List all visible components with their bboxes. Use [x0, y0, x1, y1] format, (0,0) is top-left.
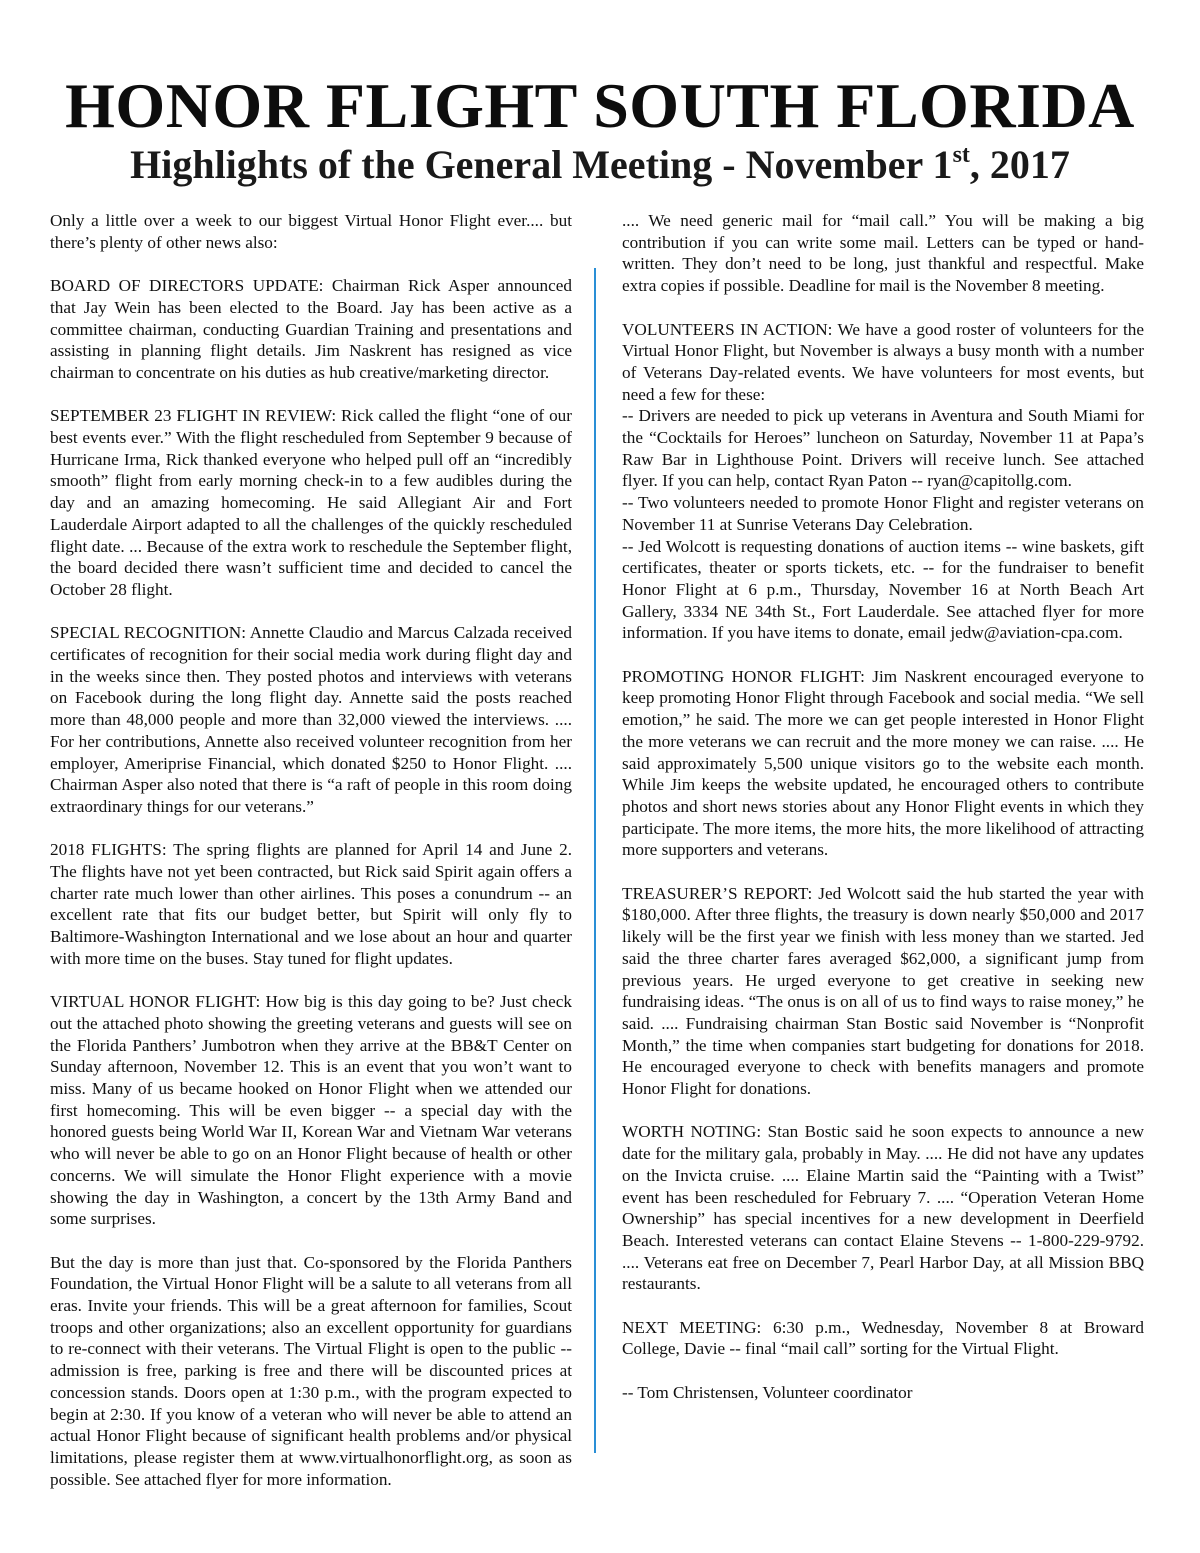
column-divider — [594, 268, 596, 1453]
treasurer-paragraph: TREASURER’S REPORT: Jed Wolcott said the hub started the year with $180,000. After three flights, the treasury is down nearly $50,000 and 2017 likely will be the first year we finish with less money than we started. Jed said the three charter fares averaged $62,000, a significant jump from previous years. He urged everyone to get creative in seeking new fundraising ideas. “The onus is on all of us to find ways to raise money,” he said. .... Fundraising chairman Stan Bostic said November is “Nonprofit Month,” the time when companies start budgeting for donations for 2018. He encouraged everyone to check with benefits managers and promote Honor Flight for donations. — [622, 883, 1144, 1099]
special-recognition-paragraph: SPECIAL RECOGNITION: Annette Claudio and Marcus Calzada received certificates of recognition for their social media work during flight day and in the weeks since then. They posted photos and interviews with veterans on Facebook during the long flight day. Annette said the posts reached more than 48,000 people and more than 32,000 viewed the interviews. .... For her contributions, Annette also received volunteer recognition from her employer, Ameriprise Financial, which donated $250 to Honor Flight. .... Chairman Asper also noted that there is “a raft of people in this room doing extraordinary things for our veterans.” — [50, 623, 572, 816]
subtitle-main: Highlights of the General Meeting - November 1 — [130, 142, 953, 187]
volunteer-item-drivers: -- Drivers are needed to pick up veterans in Aventura and South Miami for the “Cocktails for Heroes” luncheon on Saturday, November 11 at Papa’s Raw Bar in Lighthouse Point. Drivers will receive lunch. See attached flyer. If you can help, contact Ryan Paton -- ryan@capitollg.com. — [622, 406, 1144, 491]
left-column — [50, 210, 572, 1512]
promoting-paragraph: PROMOTING HONOR FLIGHT: Jim Naskrent encouraged everyone to keep promoting Honor Flight through Facebook and social media. “We sell emotion,” he said. The more we can get people interested in Honor Flight the more veterans we can recruit and the more money we can raise. .... He said approximately 5,500 unique visitors go to the website each month. While Jim keeps the website updated, he encouraged others to contribute photos and short news stories about any Honor Flight events in which they participate. The more items, the more hits, the more likelihood of attracting more supporters and veterans. — [622, 666, 1144, 860]
right-column — [622, 210, 1144, 1425]
page-subtitle — [0, 140, 1200, 190]
worth-noting-paragraph: WORTH NOTING: Stan Bostic said he soon expects to announce a new date for the military gala, probably in May. .... He did not have any updates on the Invicta cruise. .... Elaine Martin said the “Painting with a Twist” event has been rescheduled for February 7. .... “Operation Veteran Home Ownership” has special incentives for a new development in Deerfield Beach. Interested veterans can contact Elaine Stevens -- 1-800-229-9792. .... Veterans eat free on December 7, Pearl Harbor Day, at all Mission BBQ restaurants. — [622, 1122, 1144, 1294]
next-meeting-paragraph: NEXT MEETING: 6:30 p.m., Wednesday, November 8 at Broward College, Davie -- final “mail call” sorting for the Virtual Flight. — [622, 1317, 1144, 1359]
intro-paragraph: Only a little over a week to our biggest Virtual Honor Flight ever.... but there’s plenty of other news also: — [50, 211, 572, 252]
virtual-flight-details-paragraph: But the day is more than just that. Co-sponsored by the Florida Panthers Foundation, the Virtual Honor Flight will be a salute to all veterans from all eras. Invite your friends. This will be a great afternoon for families, Scout troops and other organizations; also an excellent opportunity for guardians to re-connect with their veterans. The Virtual Flight is open to the public -- admission is free, parking is free and there will be discounted prices at concession stands. Doors open at 1:30 p.m., with the program expected to begin at 2:30. If you know of a veteran who will never be able to attend an actual Honor Flight because of significant health problems and/or physical limitations, please register them at www.virtualhonorflight.org, as soon as possible. See attached flyer for more information. — [50, 1252, 572, 1489]
page-title: HONOR FLIGHT SOUTH FLORIDA — [65, 70, 1135, 141]
board-update-paragraph: BOARD OF DIRECTORS UPDATE: Chairman Rick Asper announced that Jay Wein has been elected to the Board. Jay has been active as a committee chairman, conducting Guardian Training and presentations and assisting in planning flight details. Jim Naskrent has resigned as vice chairman to concentrate on his duties as hub creative/marketing director. — [50, 276, 572, 382]
mail-call-paragraph: .... We need generic mail for “mail call.” You will be making a big contribution if you can write some mail. Letters can be typed or hand-written. They don’t need to be long, just thankful and respectful. Make extra copies if possible. Deadline for mail is the November 8 meeting. — [622, 211, 1144, 296]
volunteer-item-auction: -- Jed Wolcott is requesting donations of auction items -- wine baskets, gift certificates, theater or sports tickets, etc. -- for the fundraiser to benefit Honor Flight at 6 p.m., Thursday, November 16 at North Beach Art Gallery, 3334 NE 34th St., Fort Lauderdale. See attached flyer for more information. If you have items to donate, email jedw@aviation-cpa.com. — [622, 536, 1144, 643]
signature: -- Tom Christensen, Volunteer coordinator — [622, 1382, 913, 1402]
volunteers-paragraph: VOLUNTEERS IN ACTION: We have a good roster of volunteers for the Virtual Honor Flight, but November is always a busy month with a number of Veterans Day-related events. We have volunteers for most events, but need a few for these: — [622, 319, 1144, 404]
virtual-honor-flight-paragraph: VIRTUAL HONOR FLIGHT: How big is this day going to be? Just check out the attached photo showing the greeting veterans and guests will see on the Florida Panthers’ Jumbotron when they arrive at the BB&T Center on Sunday afternoon, November 12. This is an event that you won’t want to miss. Many of us became hooked on Honor Flight when we attended our first homecoming. This will be even bigger -- a special day with the honored guests being World War II, Korean War and Vietnam War veterans who will never be able to go on an Honor Flight because of health or other concerns. We will simulate the Honor Flight experience with a movie showing the day in Washington, a concert by the 13th Army Band and some surprises. — [50, 992, 572, 1229]
flights-2018-paragraph: 2018 FLIGHTS: The spring flights are planned for April 14 and June 2. The flights have not yet been contracted, but Rick said Spirit again offers a charter rate much lower than other airlines. This poses a conundrum -- an excellent rate that fits our budget better, but Spirit will only fly to Baltimore-Washington International and we lose about an hour and quarter with more time on the buses. Stay tuned for flight updates. — [50, 840, 572, 968]
subtitle-ordinal: st — [952, 142, 970, 168]
september-flight-paragraph: SEPTEMBER 23 FLIGHT IN REVIEW: Rick called the flight “one of our best events ever.” With the flight rescheduled from September 9 because of Hurricane Irma, Rick thanked everyone who helped pull off an “incredibly smooth” flight from early morning check-in to a few audibles during the day and an amazing homecoming. He said Allegiant Air and Fort Lauderdale Airport adapted to all the challenges of the quickly rescheduled flight date. ... Because of the extra work to reschedule the September flight, the board decided there wasn’t sufficient time and decided to cancel the October 28 flight. — [50, 406, 572, 599]
subtitle-year: , 2017 — [969, 142, 1070, 187]
volunteer-item-sunrise: -- Two volunteers needed to promote Honor Flight and register veterans on November 11 at Sunrise Veterans Day Celebration. — [622, 493, 1144, 534]
